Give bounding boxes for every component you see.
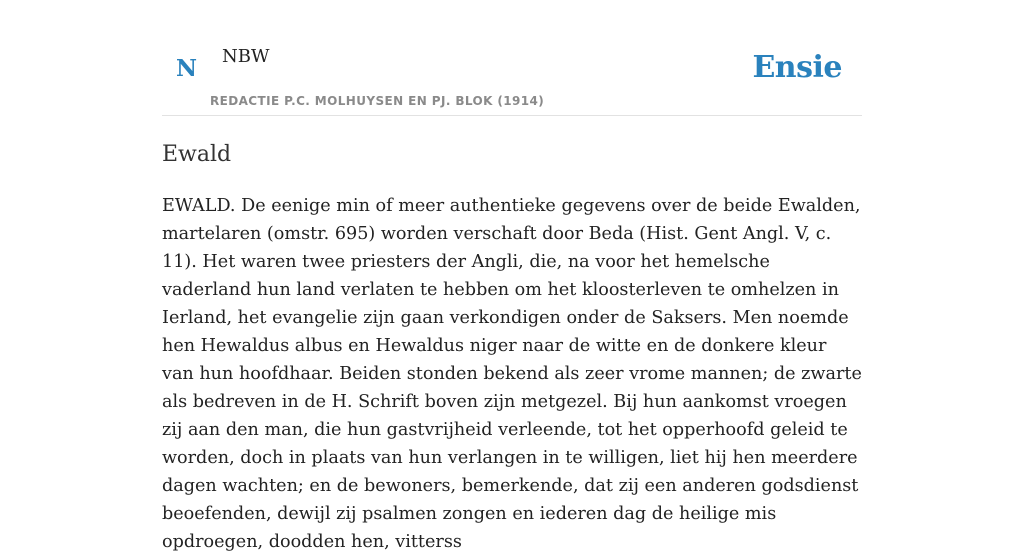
source-logo[interactable]: N: [176, 55, 198, 82]
article-body: EWALD. De eenige min of meer authentieke gegevens over de beide Ewalden, martelaren (omstr. 695) worden verschaft door Beda (Hist. Gent Angl. V, c. 11). Het waren twee priesters der Angli, die, na voor het hemelsche vaderland hun land verlaten te hebben om het kloosterleven te omhelzen in Ierland, het evangelie zijn gaan verkondigen onder de Saksers. Men noemde hen Hewaldus albus en Hewaldus niger naar de witte en de donkere kleur van hun hoofdhaar. Beiden stonden bekend als zeer vrome mannen; de zwarte als bedreven in de H. Schrift boven zijn metgezel. Bij hun aankomst vroegen zij aan den man, die hun gastvrijheid verleende, tot het opperhoofd geleid te worden, doch in plaats van hun verlangen in te willigen, liet hij hen meerdere dagen wachten; en de bewoners, bemerkende, dat zij een anderen godsdienst beoefenden, dewijl zij psalmen zongen en iederen dag de heilige mis opdroegen, doodden hen, vitterss: [162, 196, 862, 552]
brand-logo[interactable]: Ensie: [752, 50, 842, 85]
source-header: [162, 40, 862, 116]
entry-title: Ewald: [162, 142, 232, 167]
source-subtitle: REDACTIE P.C. MOLHUYSEN EN PJ. BLOK (1914): [210, 94, 545, 108]
source-title[interactable]: NBW: [222, 46, 270, 67]
